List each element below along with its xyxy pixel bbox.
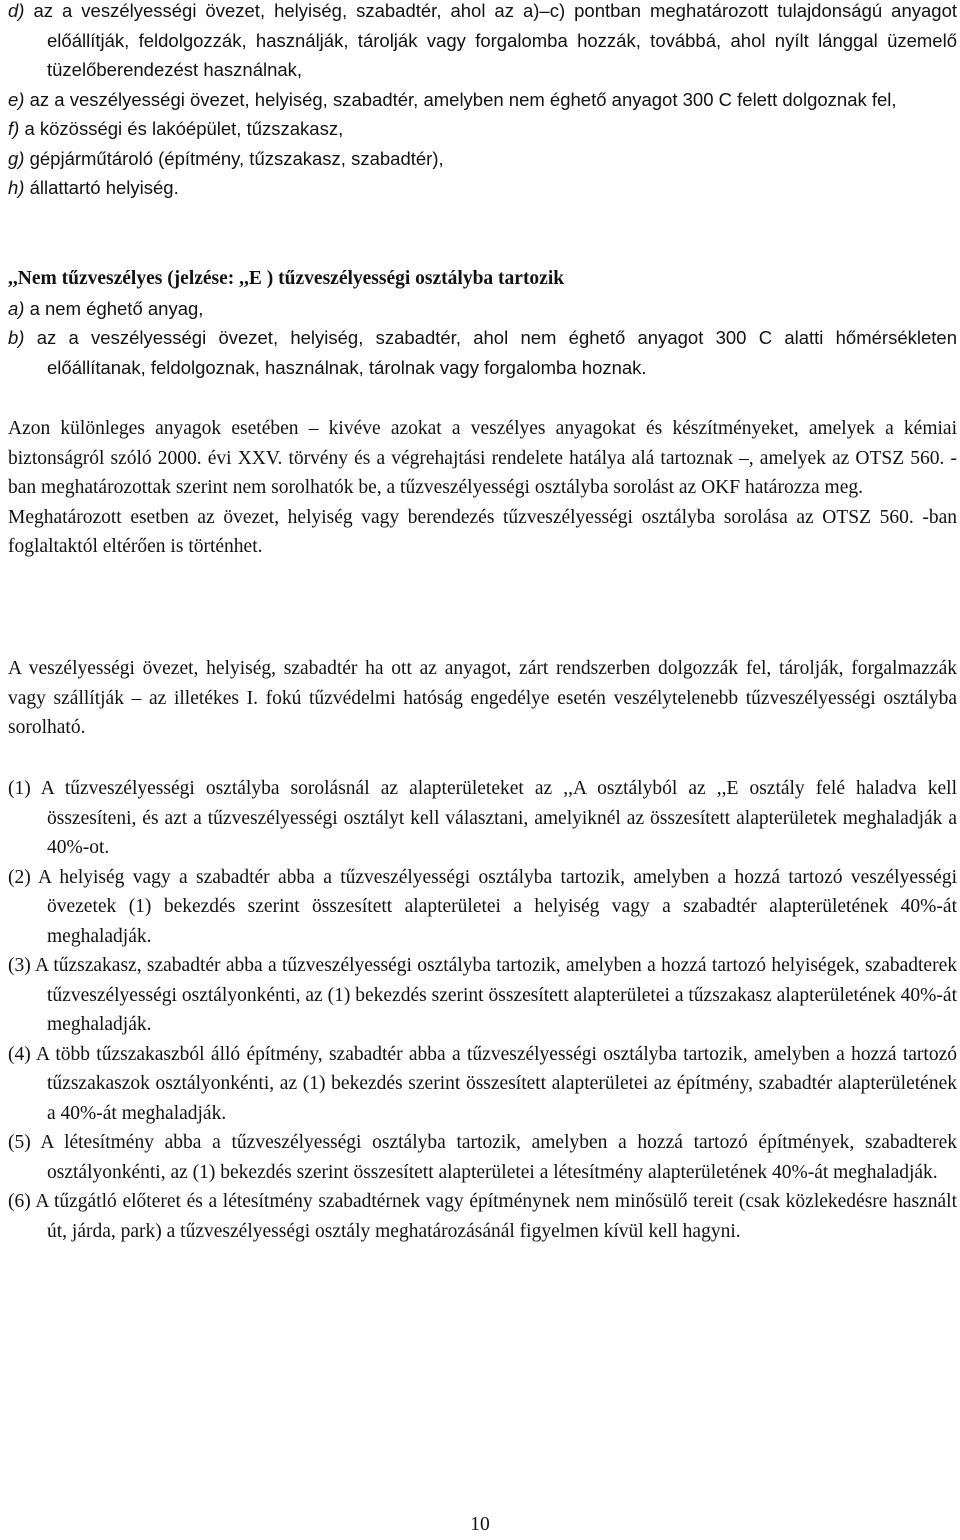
- page-number: 10: [470, 1514, 490, 1535]
- azon-section: [0, 414, 960, 562]
- paragraph-veszelyessegi: A veszélyességi övezet, helyiség, szabadtér ha ott az anyagot, zárt rendszerben dolgozzák fel, tárolják, forgalmazzák vagy szállítják – az illetékes I. fokú tűzvédelmi hatóság engedélye esetén veszélytelenebb tűzveszélyességi osztályba sorolható.: [8, 658, 957, 738]
- numbered-list: [0, 774, 960, 1246]
- veszely-section: [0, 654, 960, 743]
- list-item-e: e) az a veszélyességi övezet, helyiség, szabadtér, amelyben nem éghető anyagot 300 C felett dolgoznak fel,: [8, 88, 897, 110]
- paragraph-azon: Azon különleges anyagok esetében – kivéve azokat a veszélyes anyagokat és készítményeket, amelyek a kémiai biztonságról szóló 2000. évi XXV. törvény és a végrehajtási rendelete hatálya alá tartoznak –, amelyek az OTSZ 560. -ban meghatározottak szerint nem sorolhatók be, a tűzveszélyességi osztályba sorolást az OKF határozza meg.: [8, 418, 957, 498]
- nem-section: [0, 264, 960, 382]
- numbered-item-5: (5) A létesítmény abba a tűzveszélyességi osztályba tartozik, amelyben a hozzá tartozó építmények, szabadterek osztályonkénti, az (1) bekezdés szerint összesített alapterületei a létesítmény alapterületének 40%-át meghaladják.: [8, 1132, 957, 1183]
- list-item-d: d) az a veszélyességi övezet, helyiség, szabadtér, ahol az a)–c) pontban meghatározott tulajdonságú anyagot előállítják, feldolgozzák, használják, tárolják vagy forgalomba hozzák, továbbá, ahol nyílt lánggal üzemelő tüzelőberendezést használnak,: [8, 0, 957, 80]
- numbered-item-1: (1) A tűzveszélyességi osztályba sorolásnál az alapterületeket az ,,A osztályból az ,,E osztály felé haladva kell összesíteni, és azt a tűzveszélyességi osztályt kell választani, amelyiknél az összesített alapterületek meghaladják a 40%-ot.: [8, 778, 957, 858]
- list-item-a: a) a nem éghető anyag,: [8, 297, 204, 319]
- list-item-f: f) a közösségi és lakóépület, tűzszakasz,: [8, 118, 344, 139]
- list-d-h: [0, 0, 960, 203]
- numbered-item-6: (6) A tűzgátló előteret és a létesítmény szabadtérnek vagy építménynek nem minősülő tereit (csak közlekedésre használt út, járda, park) a tűzveszélyességi osztály meghatározásánál figyelmen kívül kell hagyni.: [8, 1191, 957, 1242]
- numbered-item-2: (2) A helyiség vagy a szabadtér abba a tűzveszélyességi osztályba tartozik, amelyben a hozzá tartozó veszélyességi övezetek (1) bekezdés szerint összesített alapterületei a helyiség vagy a szabadtér alapterületének 40%-át meghaladják.: [8, 866, 957, 947]
- numbered-item-3: (3) A tűzszakasz, szabadtér abba a tűzveszélyességi osztályba tartozik, amelyben a hozzá tartozó helyiségek, szabadterek tűzveszélyességi osztályonkénti, az (1) bekezdés szerint összesített alapterületei a tűzszakasz alapterületének 40%-át meghaladják.: [8, 955, 957, 1035]
- list-item-b: b) az a veszélyességi övezet, helyiség, szabadtér, ahol nem éghető anyagot 300 C alatti hőmérsékleten előállítanak, feldolgoznak, használnak, tárolnak vagy forgalomba hoznak.: [8, 327, 957, 378]
- list-item-h: h) állattartó helyiség.: [8, 177, 179, 198]
- list-item-g: g) gépjárműtároló (építmény, tűzszakasz, szabadtér),: [8, 147, 444, 169]
- nem-heading: ,,Nem tűzveszélyes (jelzése: ,,E ) tűzveszélyességi osztályba tartozik: [8, 268, 565, 289]
- numbered-item-4: (4) A több tűzszakaszból álló építmény, szabadtér abba a tűzveszélyességi osztályba tartozik, amelyben a hozzá tartozó tűzszakaszok osztályonkénti, az (1) bekezdés szerint összesített alapterületei az építmény, szabadtér alapterületének a 40%-át meghaladják.: [8, 1043, 957, 1124]
- paragraph-meghatarozott: Meghatározott esetben az övezet, helyiség vagy berendezés tűzveszélyességi osztályba sorolása az OTSZ 560. -ban foglaltaktól eltérően is történhet.: [8, 506, 957, 557]
